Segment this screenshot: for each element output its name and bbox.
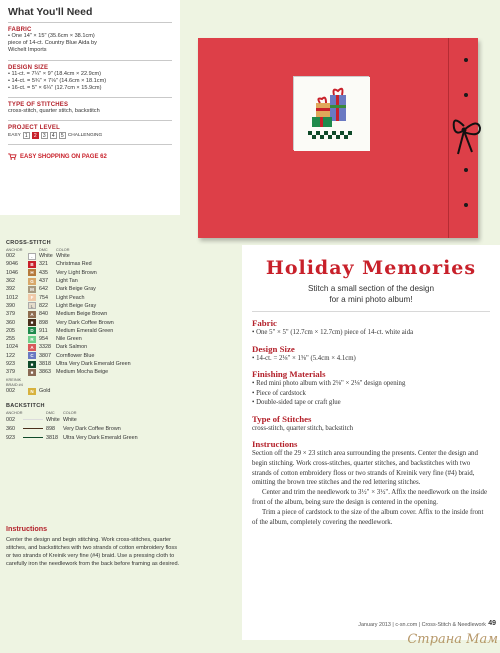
key-row	[6, 352, 184, 360]
backstitch-line-swatch	[23, 428, 43, 429]
key-anchor: 1046	[6, 269, 18, 276]
key-color-name: Light Beige Gray	[56, 302, 97, 309]
key-dmc: 898	[39, 319, 48, 326]
divider	[8, 60, 172, 61]
key-symbol: R	[28, 336, 36, 343]
binding-ring	[464, 93, 468, 97]
key-color-name: Medium Mocha Beige	[56, 369, 109, 376]
key-anchor: 923	[6, 361, 15, 367]
photo-album-image	[198, 38, 478, 238]
backstitch-key-title: BACKSTITCH	[6, 403, 45, 410]
key-dmc: 3863	[39, 369, 51, 376]
card-instructions-heading: Instructions	[252, 439, 298, 449]
key-col-dmc: DMC	[46, 411, 55, 416]
key-symbol: ■	[28, 369, 36, 376]
key-col-anchor: ANCHOR	[6, 248, 23, 252]
right-column	[192, 0, 500, 653]
key-anchor: 9046	[6, 261, 18, 268]
key-row	[6, 360, 184, 368]
instructions-body: Center the design and begin stitching. Work cross-stitches, quarter stitches, and backstitches with two strands of cotton embroidery floss or two strands of Kreinik very fine (#4) braid. Use a pressing cloth to carefully iron the needlework from the back before framing as desired.	[6, 537, 180, 568]
design-size-heading: DESIGN SIZE	[8, 64, 49, 71]
card-fabric-heading: Fabric	[252, 318, 277, 328]
key-symbol: N	[28, 388, 36, 395]
level-box-2: 2	[32, 132, 39, 139]
card-fabric-text: • One 5" × 5" (12.7cm × 12.7cm) piece of 14-ct. white aida	[252, 329, 414, 336]
key-anchor: 1012	[6, 294, 18, 301]
cross-stitch-key-title: CROSS-STITCH	[6, 240, 51, 246]
key-color-name: Ultra Very Dark Emerald Green	[63, 434, 138, 441]
key-row	[6, 252, 184, 260]
key-row	[6, 318, 184, 326]
card-stitches-heading: Type of Stitches	[252, 413, 312, 424]
stitches-heading: TYPE OF STITCHES	[8, 102, 69, 109]
card-instructions-p2: Center and trim the needlework to 3½" × 3½". Affix the needlework on the inside front of the album, being sure the design is centered in the opening.	[252, 489, 488, 506]
binding-ring	[464, 203, 468, 207]
ribbon-bow-icon	[450, 106, 484, 156]
card-design-heading: Design Size	[252, 343, 295, 354]
level-box-4: 4	[50, 132, 57, 139]
key-anchor: 360	[6, 425, 15, 432]
key-dmc: 822	[39, 302, 48, 309]
key-dmc: 321	[39, 261, 48, 268]
key-color-name: Very Light Brown	[56, 269, 97, 276]
key-row	[6, 277, 184, 285]
key-symbol: L	[28, 302, 36, 309]
key-row	[6, 327, 184, 335]
key-symbol: B	[28, 261, 36, 268]
fabric-line: piece of 14-ct. Country Blue Aida by	[8, 40, 97, 47]
key-color-name: Light Peach	[56, 294, 85, 301]
key-anchor: 360	[6, 319, 15, 326]
card-design-text: • 14-ct. = 2⅛" × 1⅝" (5.4cm × 4.1cm)	[252, 354, 356, 362]
key-row	[6, 302, 184, 310]
key-color-name: Gold	[39, 388, 51, 394]
key-col-dmc: DMC	[39, 248, 48, 252]
key-symbol: G	[28, 278, 36, 285]
card-stitches-text: cross-stitch, quarter stitch, backstitch	[252, 424, 353, 432]
fabric-line: • One 14" × 15" (35.6cm × 38.1cm)	[8, 33, 95, 39]
instructions-block	[6, 524, 181, 568]
key-color-name: Cornflower Blue	[56, 352, 95, 359]
key-color-name: Christmas Red	[56, 261, 92, 268]
key-color-name: Very Dark Coffee Brown	[63, 425, 121, 432]
divider	[8, 144, 172, 145]
page-number: 49	[488, 620, 496, 627]
card-instructions-p1: Section off the 29 × 23 stitch area surrounding the presents. Center the design and begin stitching. Work cross-stitches, quarter stitches, and backstitches with two strands of cotton embroidery floss or two strands of Kreinik very fine (#4) braid, omitting the brown tree stitches and the red lettering stitches.	[252, 450, 478, 487]
key-row	[6, 335, 184, 343]
key-anchor: 390	[6, 302, 15, 309]
presents-cross-stitch-icon	[294, 77, 370, 151]
backstitch-row	[6, 433, 184, 442]
key-color-name: White	[63, 416, 77, 423]
backstitch-rows	[6, 415, 184, 442]
card-subtitle-line: Stitch a small section of the design	[307, 284, 435, 293]
what-you-need-box	[0, 0, 180, 215]
key-symbol: M	[28, 286, 36, 293]
level-box-3: 3	[41, 132, 48, 139]
backstitch-row	[6, 415, 184, 424]
key-row	[6, 310, 184, 318]
key-dmc: 435	[39, 269, 48, 276]
key-dmc: 3807	[39, 352, 51, 359]
easy-shopping-text: EASY SHOPPING ON PAGE 62	[20, 153, 107, 160]
key-color-name: White	[56, 253, 70, 260]
kreinik-label	[6, 378, 184, 386]
kreinik-label-line: BRAID #4	[6, 382, 23, 387]
key-color-name: Ultra Very Dark Emerald Green	[56, 361, 131, 367]
card-title: Holiday Memories	[265, 257, 477, 279]
key-anchor: 255	[6, 336, 15, 343]
key-anchor: 392	[6, 286, 15, 293]
level-box-1: 1	[23, 132, 30, 139]
card-instructions-p3: Trim a piece of cardstock to the size of the album cover. Affix to the inside front of the album, completely covering the needlework.	[252, 508, 484, 526]
key-anchor: 002	[6, 388, 15, 394]
card-subtitle-line: for a mini photo album!	[329, 295, 413, 304]
page-footer: January 2013 | c-sn.com | Cross-Stitch & Needlework	[358, 622, 486, 628]
key-row	[6, 260, 184, 268]
key-dmc: 898	[46, 425, 55, 432]
stitches-text: cross-stitch, quarter stitch, backstitch	[8, 108, 100, 115]
kreinik-label-line: KREINIK	[6, 378, 22, 383]
key-row	[6, 293, 184, 301]
key-color-name: Medium Beige Brown	[56, 311, 108, 318]
backstitch-row	[6, 424, 184, 433]
key-dmc: 3328	[39, 344, 51, 351]
key-dmc: 642	[39, 286, 48, 293]
key-color-name: Dark Beige Gray	[56, 286, 96, 293]
key-dmc: 3818	[39, 361, 51, 367]
key-symbol: C	[28, 352, 36, 359]
backstitch-line-swatch	[23, 437, 43, 438]
color-key	[6, 240, 184, 442]
design-size-line: • 11-ct. = 7¼" × 9" (18.4cm × 22.9cm)	[8, 70, 102, 77]
key-dmc: 3818	[46, 434, 58, 441]
key-col-color: COLOR	[56, 248, 70, 252]
kreinik-row	[6, 387, 184, 395]
needs-title: What You'll Need	[8, 6, 172, 23]
key-row	[6, 269, 184, 277]
key-dmc: 840	[39, 311, 48, 318]
divider	[8, 120, 172, 121]
level-box-5: 5	[59, 132, 66, 139]
key-anchor: 362	[6, 278, 15, 285]
key-anchor: 122	[6, 352, 15, 359]
fabric-line: Wichelt Imports	[8, 47, 47, 54]
key-dmc: White	[46, 416, 60, 423]
level-challenging-label: CHALLENGING	[67, 133, 103, 139]
card-subtitle	[252, 283, 490, 312]
key-rows	[6, 252, 184, 376]
album-window-needlework	[293, 76, 369, 150]
project-level-scale	[8, 132, 172, 139]
key-row	[6, 368, 184, 376]
holiday-memories-card	[242, 245, 500, 640]
shopping-cart-icon	[8, 153, 17, 160]
key-row	[6, 285, 184, 293]
instructions-title: Instructions	[6, 524, 48, 533]
card-finishing-item: • Double-sided tape or craft glue	[252, 399, 341, 406]
key-symbol: A	[28, 344, 36, 351]
divider	[8, 97, 172, 98]
watermark-logo: Страна Мам	[407, 632, 498, 647]
level-easy-label: EASY	[8, 133, 21, 139]
design-size-line: • 14-ct. = 5¾" × 7⅛" (14.6cm × 18.1cm)	[8, 77, 107, 84]
key-symbol: A	[28, 311, 36, 318]
key-anchor: 379	[6, 311, 15, 318]
key-symbol: F	[28, 294, 36, 301]
key-color-name: Medium Emerald Green	[56, 327, 114, 334]
binding-ring	[464, 58, 468, 62]
key-col-anchor: ANCHOR	[6, 411, 23, 416]
key-anchor: 923	[6, 434, 15, 441]
key-symbol: ■	[28, 319, 36, 326]
key-dmc: 437	[39, 278, 48, 285]
key-color-name: Light Tan	[56, 278, 78, 285]
card-finishing-heading: Finishing Materials	[252, 369, 326, 379]
easy-shopping-link[interactable]	[8, 153, 172, 160]
key-dmc: 911	[39, 327, 48, 334]
key-anchor: 002	[6, 416, 15, 423]
level-heading: PROJECT LEVEL	[8, 125, 60, 132]
key-anchor: 205	[6, 327, 15, 334]
key-dmc: 754	[39, 294, 48, 301]
key-color-name: Very Dark Coffee Brown	[56, 319, 114, 326]
key-anchor: 002	[6, 253, 15, 260]
left-column	[0, 0, 185, 653]
key-anchor: 379	[6, 369, 15, 376]
key-symbol: ·	[28, 253, 36, 260]
fabric-heading: FABRIC	[8, 27, 32, 33]
key-symbol: H	[28, 269, 36, 276]
key-dmc: White	[39, 253, 53, 260]
key-row	[6, 343, 184, 351]
backstitch-line-swatch	[23, 419, 43, 420]
binding-ring	[464, 168, 468, 172]
key-col-color: COLOR	[63, 411, 77, 416]
key-color-name: Dark Salmon	[56, 344, 88, 351]
design-size-line: • 16-ct. = 5" × 6¼" (12.7cm × 15.9cm)	[8, 85, 102, 92]
key-symbol: ■	[28, 361, 36, 368]
card-finishing-item: • Piece of cardstock	[252, 389, 306, 397]
key-color-name: Nile Green	[56, 336, 82, 343]
key-dmc: 954	[39, 336, 48, 343]
key-anchor: 1024	[6, 344, 18, 351]
key-symbol: D	[28, 327, 36, 334]
card-finishing-item: • Red mini photo album with 2⅛" × 2⅛" design opening	[252, 380, 406, 387]
